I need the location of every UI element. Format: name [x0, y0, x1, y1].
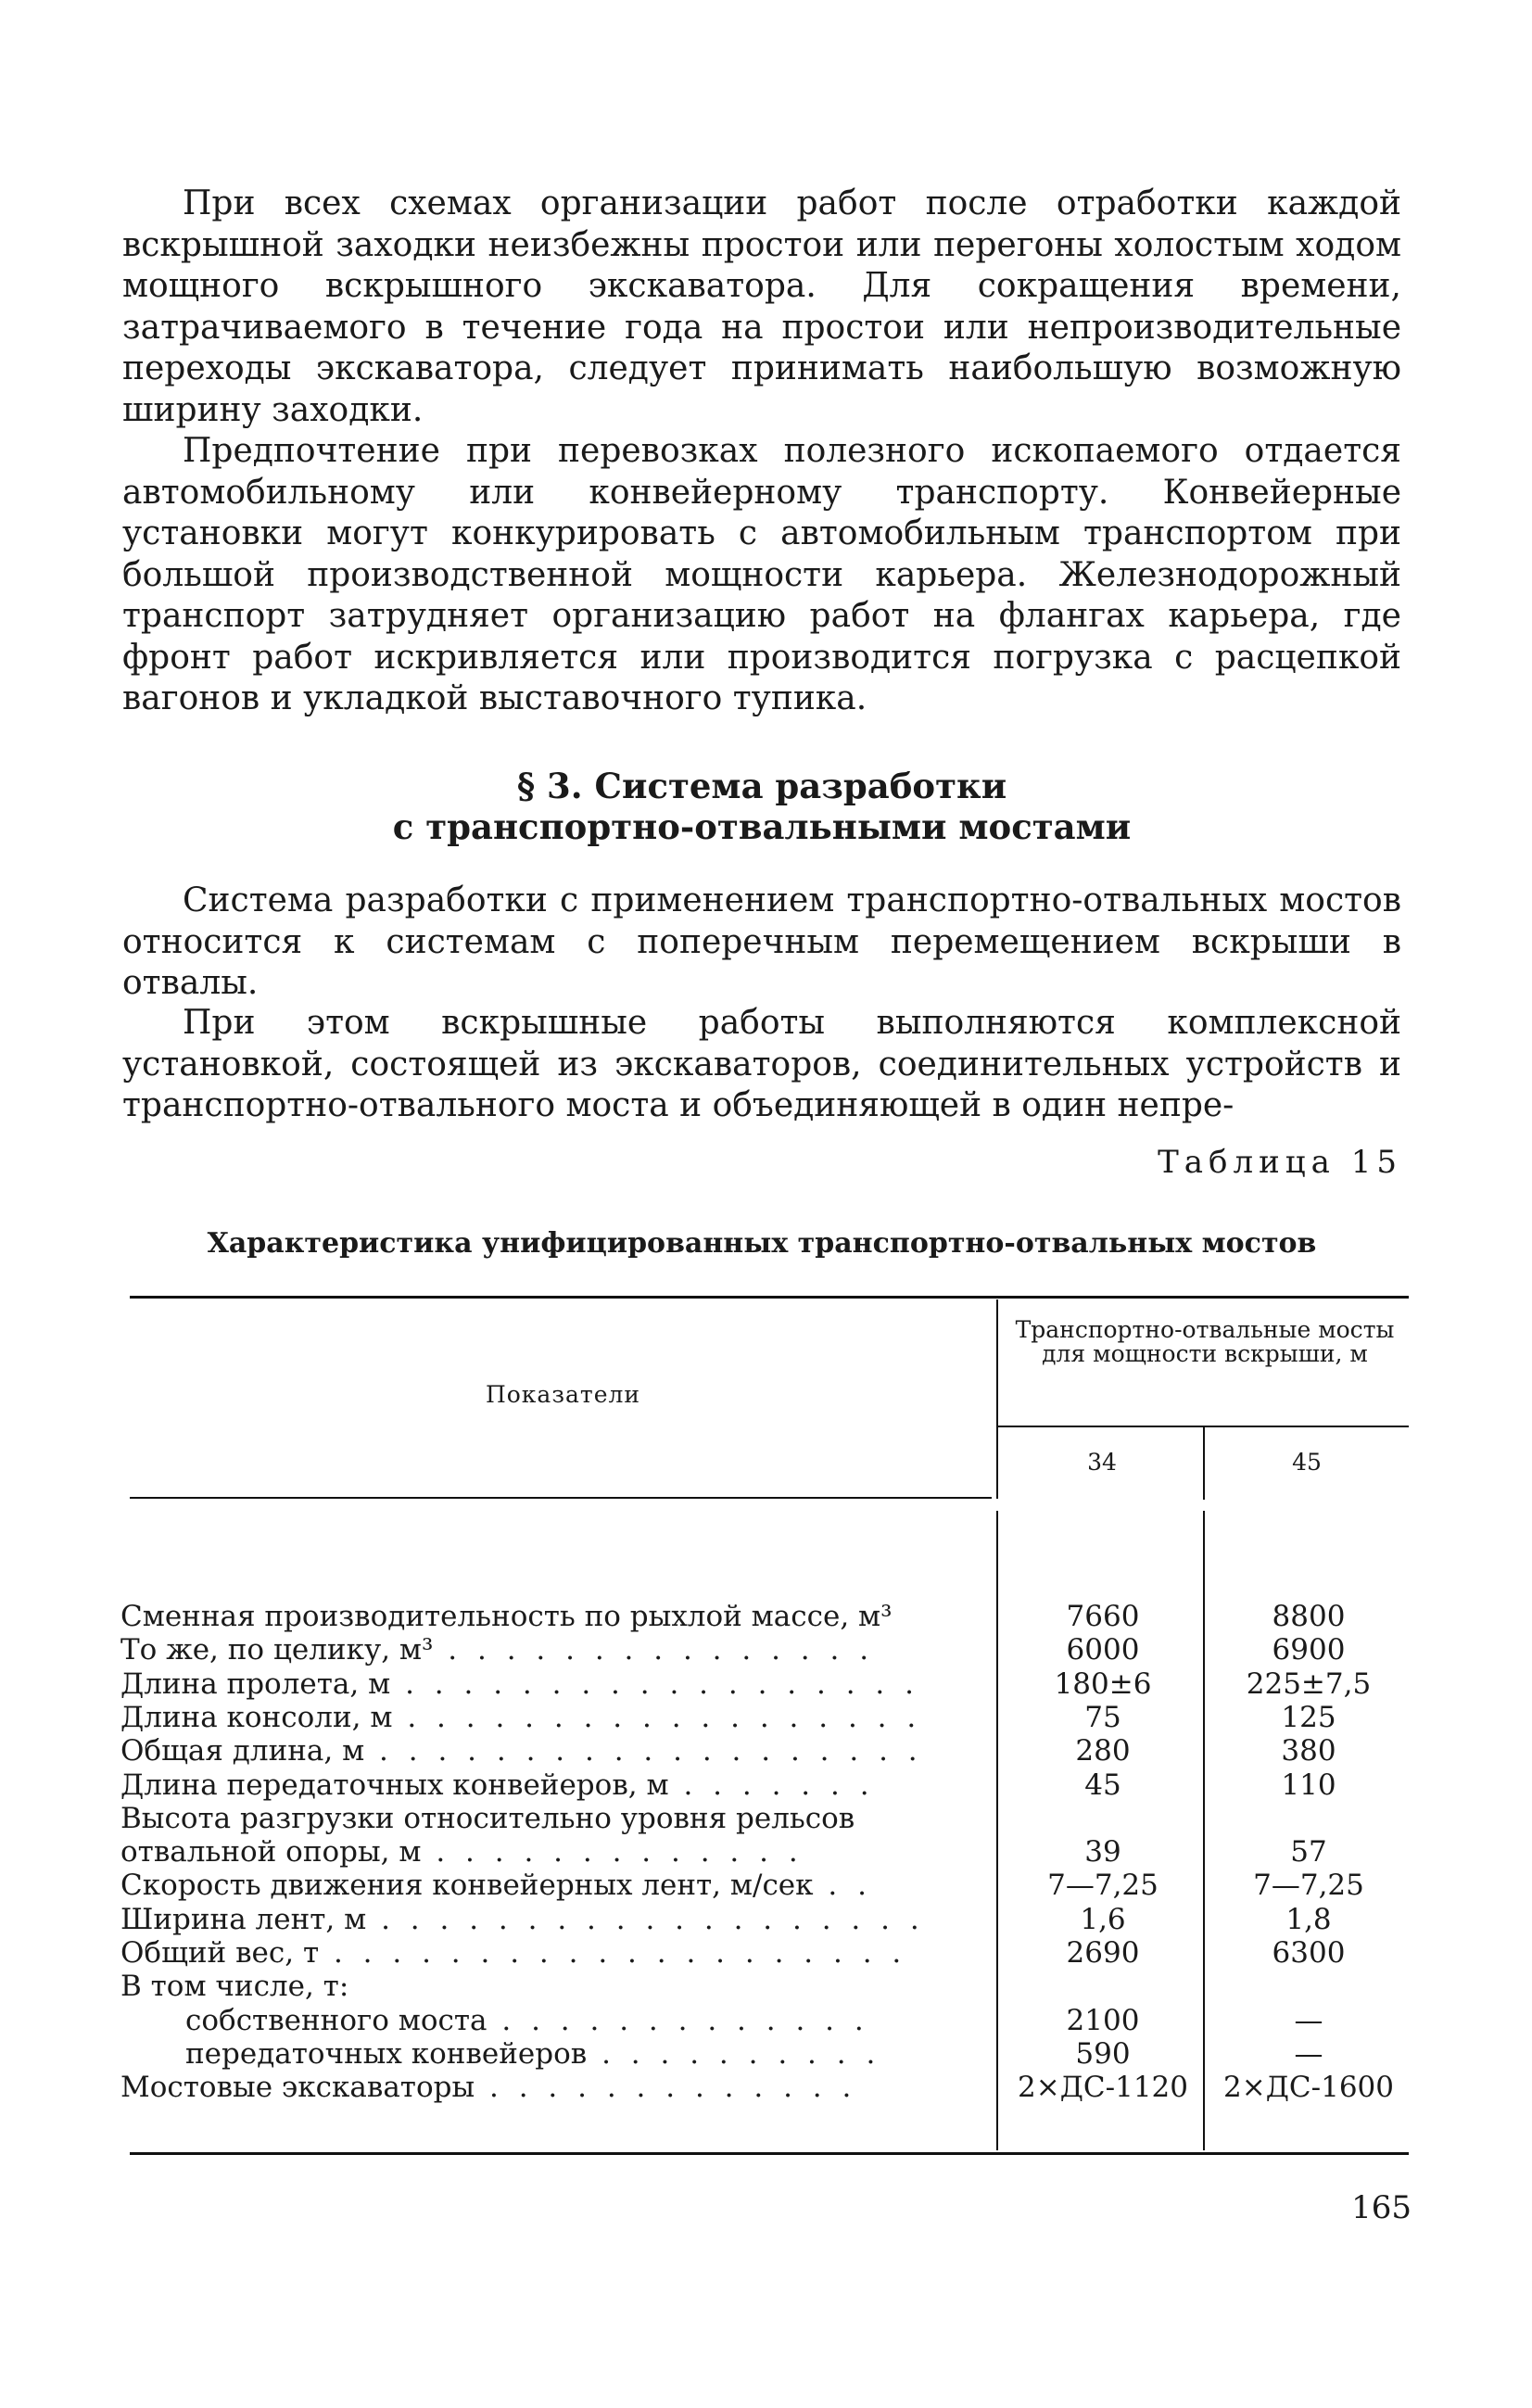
- table-cell-45: 2×ДС-1600: [1223, 2071, 1394, 2105]
- table-row-label: [120, 1768, 969, 1802]
- table-row-leader-dots: . . . . . . . . . . . . .: [475, 2071, 857, 2105]
- table-row: [120, 1869, 1409, 1902]
- table-header-col-34: 34: [1087, 1449, 1117, 1476]
- table-row: [120, 1667, 1409, 1701]
- table-row-leader-dots: . . . . . . . . . . . . . . . . . . .: [366, 1902, 925, 1936]
- table-row-label: [120, 1667, 969, 1701]
- table-row-label-text: Ширина лент, м: [120, 1902, 367, 1936]
- table-cell-34: 75: [1084, 1700, 1121, 1734]
- table-cell-45: —: [1294, 2036, 1323, 2071]
- table-cell-45: 125: [1281, 1700, 1336, 1734]
- table-cell-34: 2×ДС-1120: [1018, 2071, 1188, 2105]
- table-row-label-text: отвальной опоры, м: [120, 1835, 422, 1869]
- table-bottom-rule: [130, 2152, 1409, 2155]
- table-row-label-text: Сменная производительность по рыхлой массе, м³: [120, 1600, 893, 1633]
- table-header-group: Транспортно-отвальные мосты для мощности вскрыши, м: [1015, 1316, 1395, 1367]
- table-row-label: [120, 1869, 969, 1902]
- table-row-label-text: Высота разгрузки относительно уровня рельсов: [120, 1801, 855, 1835]
- table-row-label-text: В том числе, т:: [120, 1970, 349, 2004]
- table-row-leader-dots: . . . . . . . . . .: [587, 2036, 881, 2071]
- table-cell-45: 8800: [1272, 1600, 1346, 1633]
- table-row-label-text: Скорость движения конвейерных лент, м/сек: [120, 1869, 814, 1903]
- table-cell-45: 110: [1281, 1768, 1336, 1802]
- paragraph-3: Система разработки с применением транспортно-отвальных мостов относится к системам с поперечным перемещением вскрыши в отвалы.: [122, 881, 1401, 1002]
- table-row-label-text: собственного моста: [185, 2003, 487, 2037]
- table-cell-45: —: [1294, 2003, 1323, 2037]
- table-row-leader-dots: . . . . . . . . . . . . . . . . . .: [392, 1700, 922, 1734]
- table-row-leader-dots: . . . . . . . . . . . . . . . . . .: [390, 1667, 919, 1701]
- table-row: [120, 2037, 1409, 2071]
- table-cell-34: 2100: [1066, 2003, 1140, 2037]
- paragraph-4: При этом вскрышные работы выполняются комплексной установкой, состоящей из экскаваторов, соединительных устройств и транспортно-отвального моста и объединяющей в один непре-: [122, 1004, 1401, 1124]
- table-row-label: [120, 1903, 969, 1936]
- table-row-label: [120, 1970, 969, 2003]
- table-cell-34: 1,6: [1080, 1902, 1126, 1936]
- table-row: [120, 2071, 1409, 2104]
- table-row-label: [120, 1600, 969, 1633]
- table-title: Характеристика унифицированных транспортно-отвальных мостов: [207, 1227, 1317, 1260]
- table-cell-34: 2690: [1066, 1936, 1140, 1970]
- table-row: [120, 1936, 1409, 1970]
- table-top-rule: [130, 1296, 1409, 1299]
- paragraph-1: При всех схемах организации работ после отработки каждой вскрышной заходки неизбежны простои или перегоны холостым ходом мощного вскрышного экскаватора. Для сокращения времени, затрачиваемого в течение года на простои или непроизводительные переходы экскаватора, следует принимать наибольшую возможную ширину заходки.: [122, 184, 1401, 429]
- table-row-label: [120, 2071, 969, 2104]
- table-row-label-text: передаточных конвейеров: [185, 2036, 588, 2071]
- table-row: [120, 1701, 1409, 1734]
- table-row-leader-dots: . . . . . . . . . . . . .: [487, 2003, 869, 2037]
- table-row-label: [120, 1936, 969, 1970]
- table-row: [120, 1835, 1409, 1869]
- table-row-leader-dots: . . . . . . . . . . . . .: [421, 1835, 804, 1869]
- table-header-rule: [130, 1497, 992, 1499]
- table-row-label: [120, 1835, 969, 1869]
- table-cell-34: 280: [1075, 1734, 1131, 1768]
- table-cell-34: 7660: [1066, 1600, 1140, 1633]
- table-row-label: [185, 2004, 969, 2037]
- table-cell-45: 380: [1281, 1734, 1336, 1768]
- table-row: [120, 1903, 1409, 1936]
- table-row: [120, 1768, 1409, 1802]
- table-cell-45: 225±7,5: [1246, 1667, 1372, 1701]
- paragraph-2: Предпочтение при перевозках полезного ископаемого отдается автомобильному или конвейерному транспорту. Конвейерные установки могут конкурировать с автомобильным транспортом при большой производственной мощности карьера. Железнодорожный транспорт затрудняет организацию работ на флангах карьера, где фронт работ искривляется или производится погрузка с расцепкой вагонов и укладкой выставочного тупика.: [122, 432, 1401, 717]
- table-cell-45: 1,8: [1285, 1902, 1332, 1936]
- table-cell-45: 6900: [1272, 1633, 1346, 1667]
- table-row-label-text: Общий вес, т: [120, 1936, 320, 1970]
- table-label: Таблица 15: [1158, 1144, 1402, 1181]
- table-row-label-text: Длина консоли, м: [120, 1700, 393, 1734]
- table-cell-34: 180±6: [1054, 1667, 1152, 1701]
- table-row-leader-dots: . . . . . . . . . . . . . . . . . . . .: [319, 1936, 907, 1970]
- table-row: [120, 1970, 1409, 2003]
- table-row-label: [185, 2037, 969, 2071]
- table-row-leader-dots: . . . . . . .: [668, 1768, 875, 1802]
- table-row-label-text: Мостовые экскаваторы: [120, 2071, 475, 2105]
- section-heading-line-2: с транспортно-отвальными мостами: [392, 806, 1132, 847]
- table-row-leader-dots: . .: [813, 1869, 872, 1903]
- table-row: [120, 1734, 1409, 1768]
- section-heading: [122, 766, 1401, 847]
- table-cell-34: 39: [1084, 1835, 1121, 1869]
- table-row-label-text: Общая длина, м: [120, 1734, 365, 1768]
- table-row-label-text: То же, по целику, м³: [120, 1633, 434, 1667]
- table-row: [120, 2004, 1409, 2037]
- table-cell-45: 57: [1290, 1835, 1327, 1869]
- table-row: [120, 1600, 1409, 1633]
- table-row-label-text: Длина передаточных конвейеров, м: [120, 1768, 669, 1802]
- table-header-indicators: Показатели: [485, 1381, 641, 1408]
- table-cell-34: 45: [1084, 1768, 1121, 1802]
- table-cell-45: 7—7,25: [1253, 1869, 1364, 1903]
- table-cell-45: 6300: [1272, 1936, 1346, 1970]
- page-number: 165: [1351, 2189, 1412, 2226]
- table-cell-34: 590: [1075, 2036, 1131, 2071]
- table-cell-34: 6000: [1066, 1633, 1140, 1667]
- table-row-label: [120, 1802, 969, 1835]
- table-header-col-45: 45: [1292, 1449, 1322, 1476]
- table-row: [120, 1633, 1409, 1667]
- table-row-label: [120, 1701, 969, 1734]
- table-row-label-text: Длина пролета, м: [120, 1667, 391, 1701]
- table-column-divider: [996, 1299, 998, 1499]
- table-row-label: [120, 1633, 969, 1667]
- table-row-leader-dots: . . . . . . . . . . . . . . .: [433, 1633, 875, 1667]
- table-row: [120, 1802, 1409, 1835]
- section-heading-line-1: § 3. Система разработки: [516, 766, 1007, 806]
- table-row-leader-dots: . . . . . . . . . . . . . . . . . . .: [364, 1734, 923, 1768]
- table-cell-34: 7—7,25: [1047, 1869, 1158, 1903]
- table-row-label: [120, 1734, 969, 1768]
